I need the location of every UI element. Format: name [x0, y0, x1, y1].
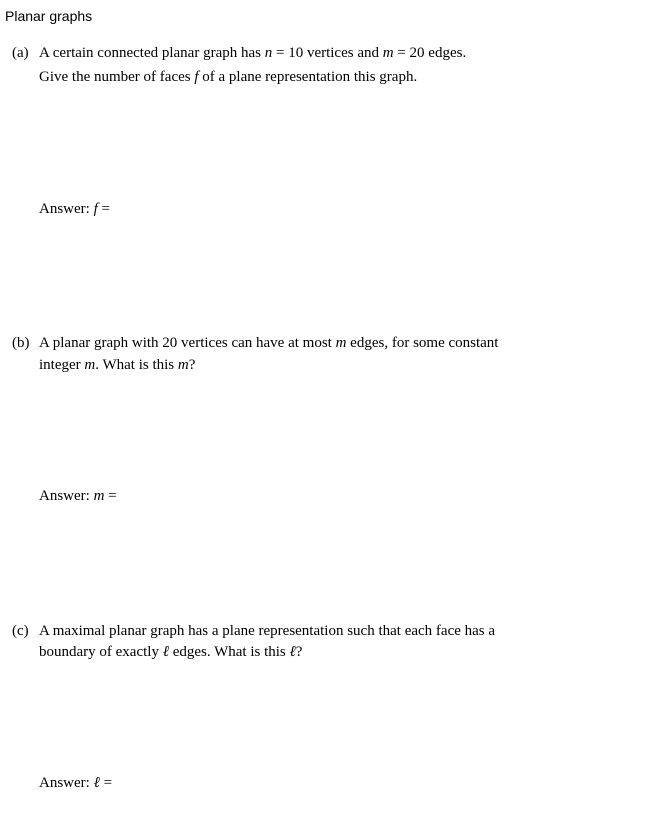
answer-label: Answer:: [39, 775, 94, 791]
answer-line: Answer: m =: [39, 488, 117, 504]
math-variable: n: [264, 45, 273, 61]
math-variable: ℓ: [93, 775, 100, 791]
math-variable: f: [194, 69, 199, 85]
question-text-line-1: A certain connected planar graph has n = 10 vertices and m = 20 edges.: [39, 45, 467, 61]
question-text-line-2: boundary of exactly ℓ edges. What is this ℓ?: [39, 644, 303, 660]
question-label: (c): [12, 623, 29, 639]
question-text-line-2: integer m. What is this m?: [39, 357, 196, 373]
question-text-line-2: Give the number of faces f of a plane representation this graph.: [39, 69, 418, 85]
question-label: (a): [12, 45, 29, 61]
math-variable: ℓ: [162, 644, 169, 660]
question-label: (b): [12, 335, 30, 351]
math-variable: m: [382, 45, 394, 61]
question-text-line-1: A planar graph with 20 vertices can have at most m edges, for some constant: [39, 335, 499, 351]
math-variable: m: [84, 357, 96, 373]
answer-line: Answer: f =: [39, 201, 110, 217]
math-variable: m: [177, 357, 189, 373]
document-title: Planar graphs: [5, 8, 93, 24]
question-text-line-1: A maximal planar graph has a plane representation such that each face has a: [39, 623, 496, 639]
math-variable: ℓ: [289, 644, 296, 660]
answer-label: Answer:: [39, 488, 94, 504]
math-variable: m: [93, 488, 105, 504]
answer-line: Answer: ℓ =: [39, 775, 113, 791]
math-variable: f: [93, 201, 98, 217]
math-variable: m: [335, 335, 347, 351]
answer-label: Answer:: [39, 201, 94, 217]
